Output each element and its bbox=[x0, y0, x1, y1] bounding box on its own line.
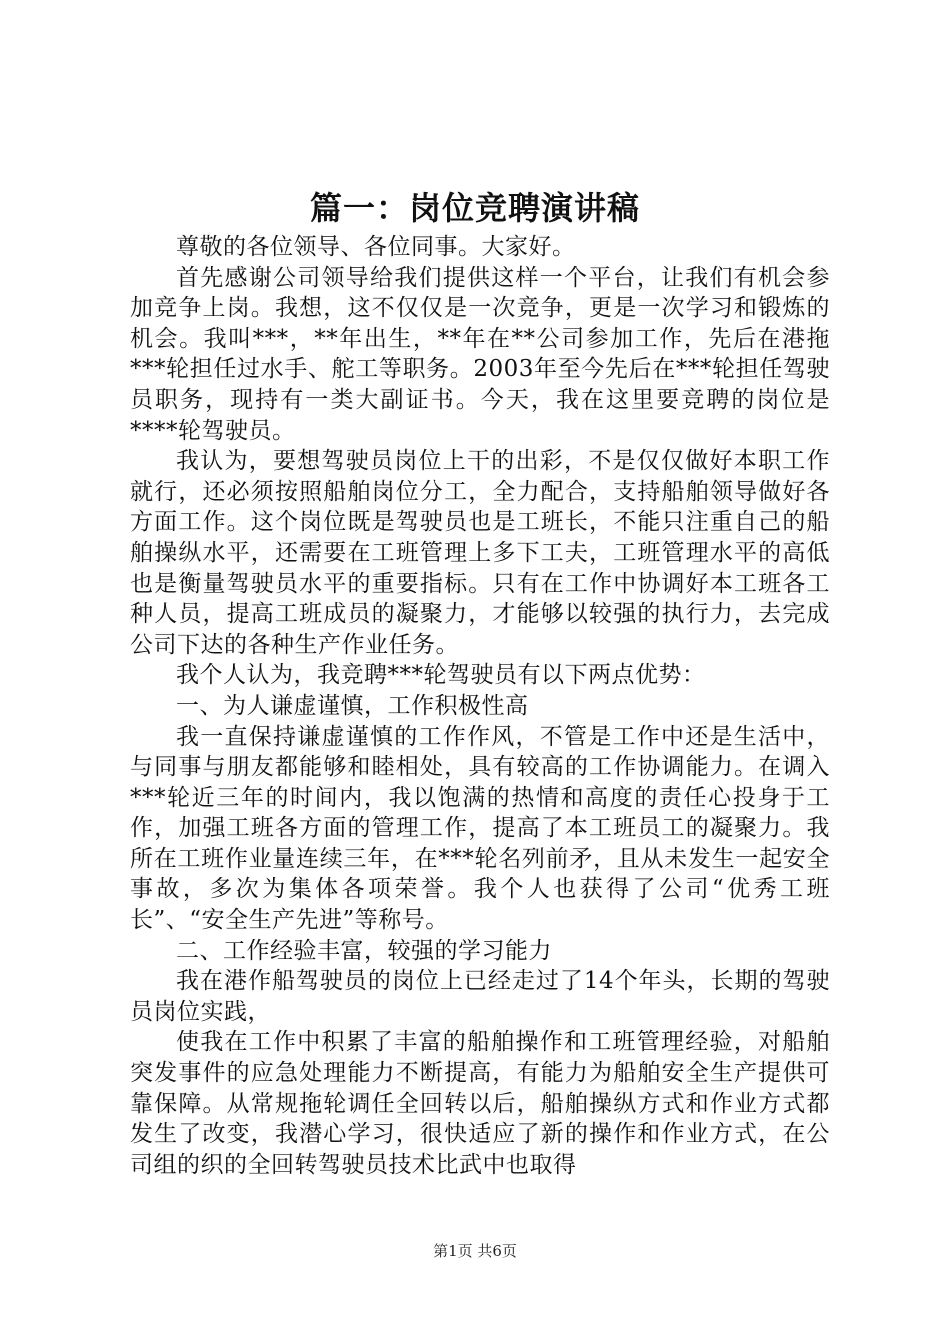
paragraph-greeting: 尊敬的各位领导、各位同事。大家好。 bbox=[176, 234, 576, 260]
paragraph-advantages-intro: 我个人认为，我竞聘***轮驾驶员有以下两点优势： bbox=[176, 662, 706, 689]
paragraph-experience-continued: 使我在工作中积累了丰富的船舶操作和工班管理经验，对船舶突发事件的应急处理能力不断提高，有能力为船舶安全生产提供可靠保障。从常规拖轮调任全回转以后，船舶操纵方式和作业方式都发生了改变，我潜心学习，很快适应了新的操作和作业方式，在公司组的织的全回转驾驶员技术比武中也取得 bbox=[130, 1029, 830, 1178]
document-body bbox=[130, 232, 830, 1180]
section-heading-2: 二、工作经验丰富，较强的学习能力 bbox=[176, 937, 552, 964]
document-title: 篇一：岗位竞聘演讲稿 bbox=[309, 189, 640, 227]
paragraph-position-view: 我认为，要想驾驶员岗位上干的出彩，不是仅仅做好本职工作就行，还必须按照船舶岗位分工，全力配合，支持船舶领导做好各方面工作。这个岗位既是驾驶员也是工班长，不能只注重自己的船舶操纵水平，还需要在工班管理上多下工夫，工班管理水平的高低也是衡量驾驶员水平的重要指标。只有在工作中协调好本工班各工种人员，提高工班成员的凝聚力，才能够以较强的执行力，去完成公司下达的各种生产作业任务。 bbox=[130, 448, 830, 658]
paragraph-experience-start: 我在港作船驾驶员的岗位上已经走过了14个年头，长期的驾驶员岗位实践， bbox=[130, 968, 830, 1025]
paragraph-introduction: 首先感谢公司领导给我们提供这样一个平台，让我们有机会参加竞争上岗。我想，这不仅仅是一次竞争，更是一次学习和锻炼的机会。我叫***，**年出生，**年在**公司参加工作，先后在港拖***轮担任过水手、舵工等职务。2003年至今先后在***轮担任驾驶员职务，现持有一类大副证书。今天，我在这里要竞聘的岗位是****轮驾驶员。 bbox=[130, 264, 830, 444]
paragraph-advantage-1: 我一直保持谦虚谨慎的工作作风，不管是工作中还是生活中，与同事与朋友都能够和睦相处，具有较高的工作协调能力。在调入***轮近三年的时间内，我以饱满的热情和高度的责任心投身于工作，加强工班各方面的管理工作，提高了本工班员工的凝聚力。我所在工班作业量连续三年，在***轮名列前矛，且从未发生一起安全事故，多次为集体各项荣誉。我个人也获得了公司“优秀工班长”、“安全生产先进”等称号。 bbox=[130, 723, 830, 934]
section-heading-1: 一、为人谦虚谨慎，工作积极性高 bbox=[176, 692, 529, 719]
page-footer: 第1页 共6页 bbox=[433, 1242, 517, 1260]
